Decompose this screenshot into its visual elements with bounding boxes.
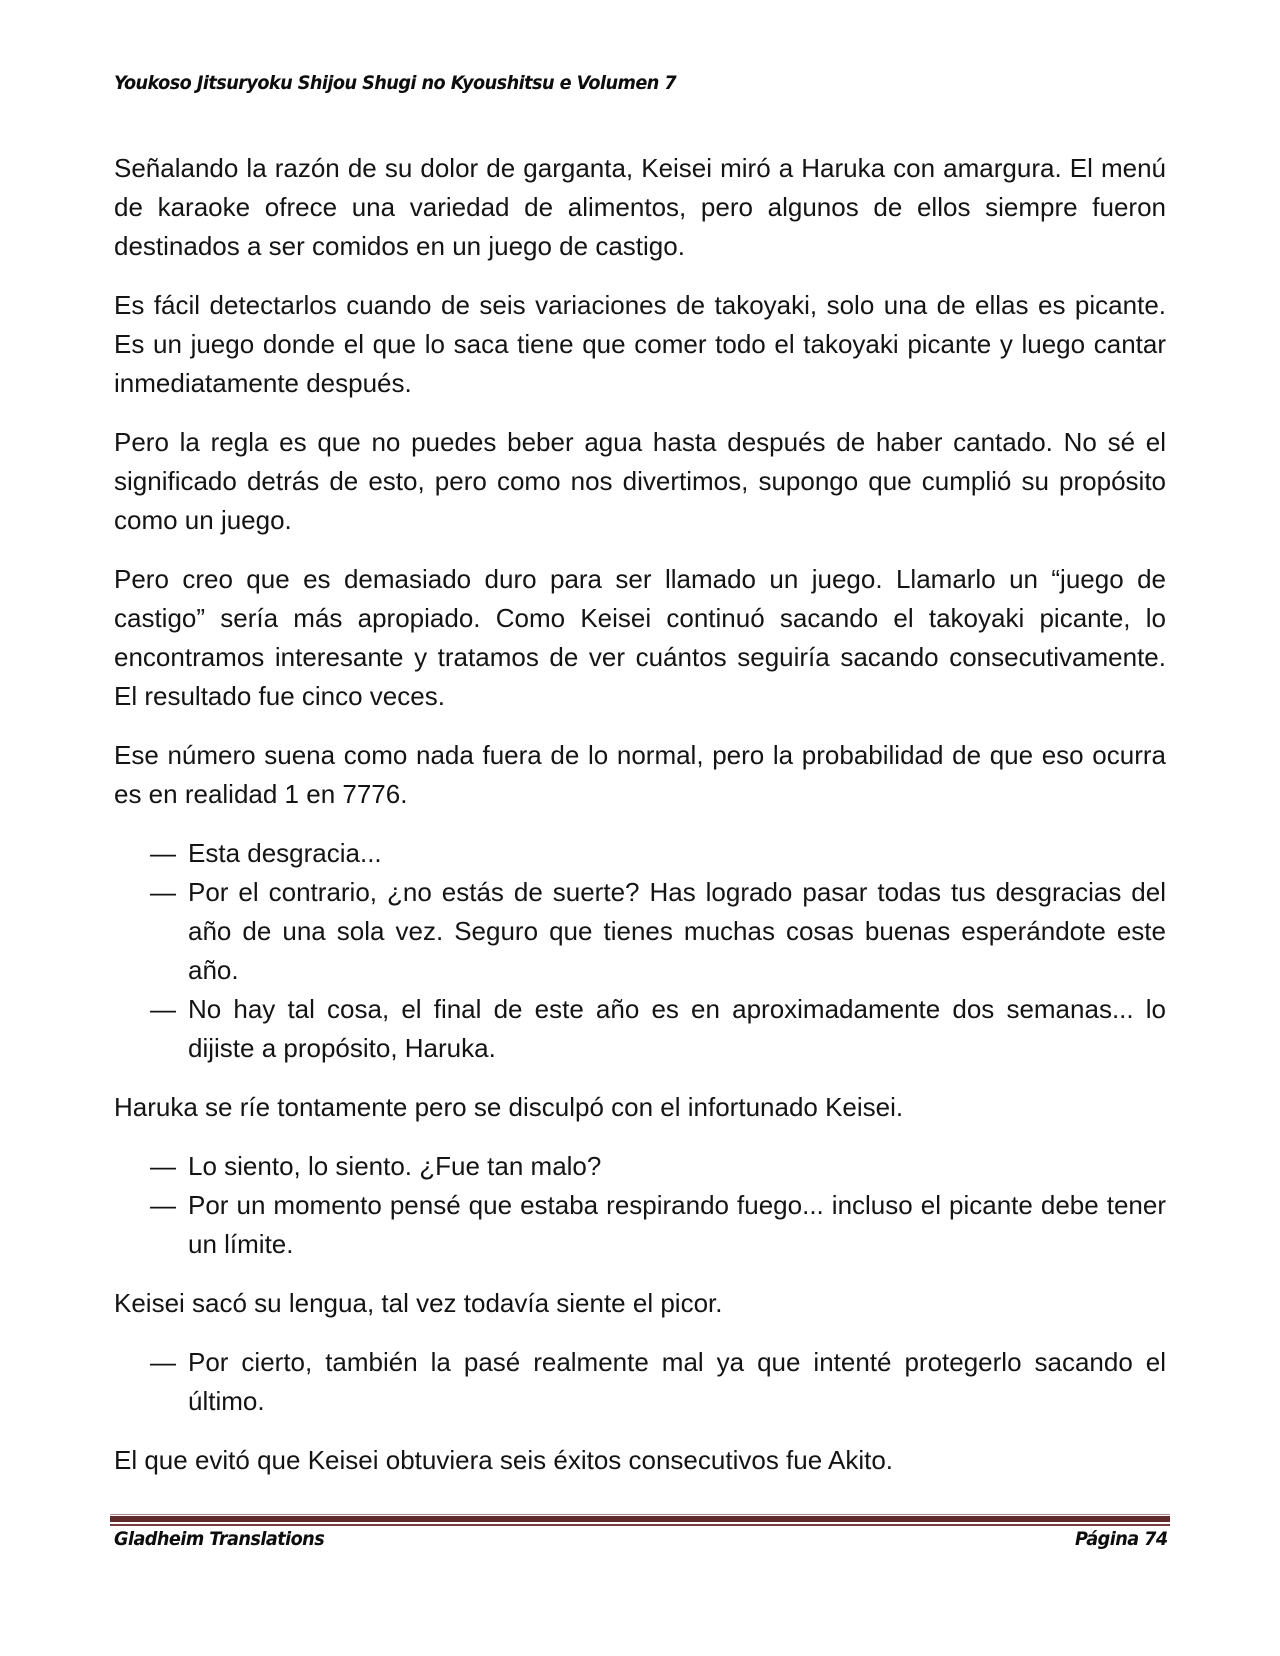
dialogue-text: Esta desgracia... xyxy=(188,838,382,868)
footer-rule-thin-bottom xyxy=(110,1524,1170,1526)
paragraph: Keisei sacó su lengua, tal vez todavía siente el picor. xyxy=(114,1288,723,1318)
paragraph: Es fácil detectarlos cuando de seis variaciones de takoyaki, solo una de ellas es picante. Es un juego donde el que lo saca tiene que comer todo el takoyaki picante y luego cantar inmediatamente después. xyxy=(114,290,1166,398)
paragraph: Haruka se ríe tontamente pero se disculpó con el infortunado Keisei. xyxy=(114,1092,904,1122)
paragraph: Pero la regla es que no puedes beber agua hasta después de haber cantado. No sé el significado detrás de esto, pero como nos divertimos, supongo que cumplió su propósito como un juego. xyxy=(114,427,1166,535)
paragraph: Pero creo que es demasiado duro para ser llamado un juego. Llamarlo un “juego de castigo” sería más apropiado. Como Keisei continuó sacando el takoyaki picante, lo encontramos interesante y tratamos de ver cuántos seguiría sacando consecutivamente. El resultado fue cinco veces. xyxy=(114,564,1166,711)
page-number: Página 74 xyxy=(1075,1528,1168,1550)
paragraph: El que evitó que Keisei obtuviera seis éxitos consecutivos fue Akito. xyxy=(114,1445,893,1475)
dialogue-block xyxy=(114,1147,1166,1264)
paragraph: Señalando la razón de su dolor de garganta, Keisei miró a Haruka con amargura. El menú de karaoke ofrece una variedad de alimentos, pero algunos de ellos siempre fueron destinados a ser comidos en un juego de castigo. xyxy=(114,153,1166,261)
dialogue-text: Por un momento pensé que estaba respirando fuego... incluso el picante debe tener un límite. xyxy=(188,1190,1166,1259)
footer-rule-thick xyxy=(110,1516,1170,1522)
running-header-title: Youkoso Jitsuryoku Shijou Shugi no Kyoushitsu e Volumen 7 xyxy=(114,72,677,94)
dialogue-text: No hay tal cosa, el final de este año es en aproximadamente dos semanas... lo dijiste a propósito, Haruka. xyxy=(188,994,1166,1063)
dialogue-block xyxy=(114,834,1166,1068)
dialogue-text: Por el contrario, ¿no estás de suerte? Has logrado pasar todas tus desgracias del año de una sola vez. Seguro que tienes muchas cosas buenas esperándote este año. xyxy=(188,877,1166,985)
dialogue-line xyxy=(114,873,1166,990)
dialogue-text: Por cierto, también la pasé realmente mal ya que intenté protegerlo sacando el último. xyxy=(188,1347,1166,1416)
footer-credit: Gladheim Translations xyxy=(114,1528,325,1550)
dialogue-line xyxy=(114,1147,1166,1186)
page-body xyxy=(114,149,1166,1500)
em-dash: — xyxy=(150,994,176,1024)
em-dash: — xyxy=(150,877,176,907)
footer-rule-thin-top xyxy=(110,1514,1170,1515)
dialogue-block xyxy=(114,1343,1166,1421)
em-dash: — xyxy=(150,838,176,868)
dialogue-line xyxy=(114,1343,1166,1421)
paragraph: Ese número suena como nada fuera de lo normal, pero la probabilidad de que eso ocurra es en realidad 1 en 7776. xyxy=(114,740,1166,809)
em-dash: — xyxy=(150,1190,176,1220)
dialogue-line xyxy=(114,990,1166,1068)
dialogue-line xyxy=(114,1186,1166,1264)
dialogue-line xyxy=(114,834,1166,873)
em-dash: — xyxy=(150,1347,176,1377)
dialogue-text: Lo siento, lo siento. ¿Fue tan malo? xyxy=(188,1151,602,1181)
em-dash: — xyxy=(150,1151,176,1181)
